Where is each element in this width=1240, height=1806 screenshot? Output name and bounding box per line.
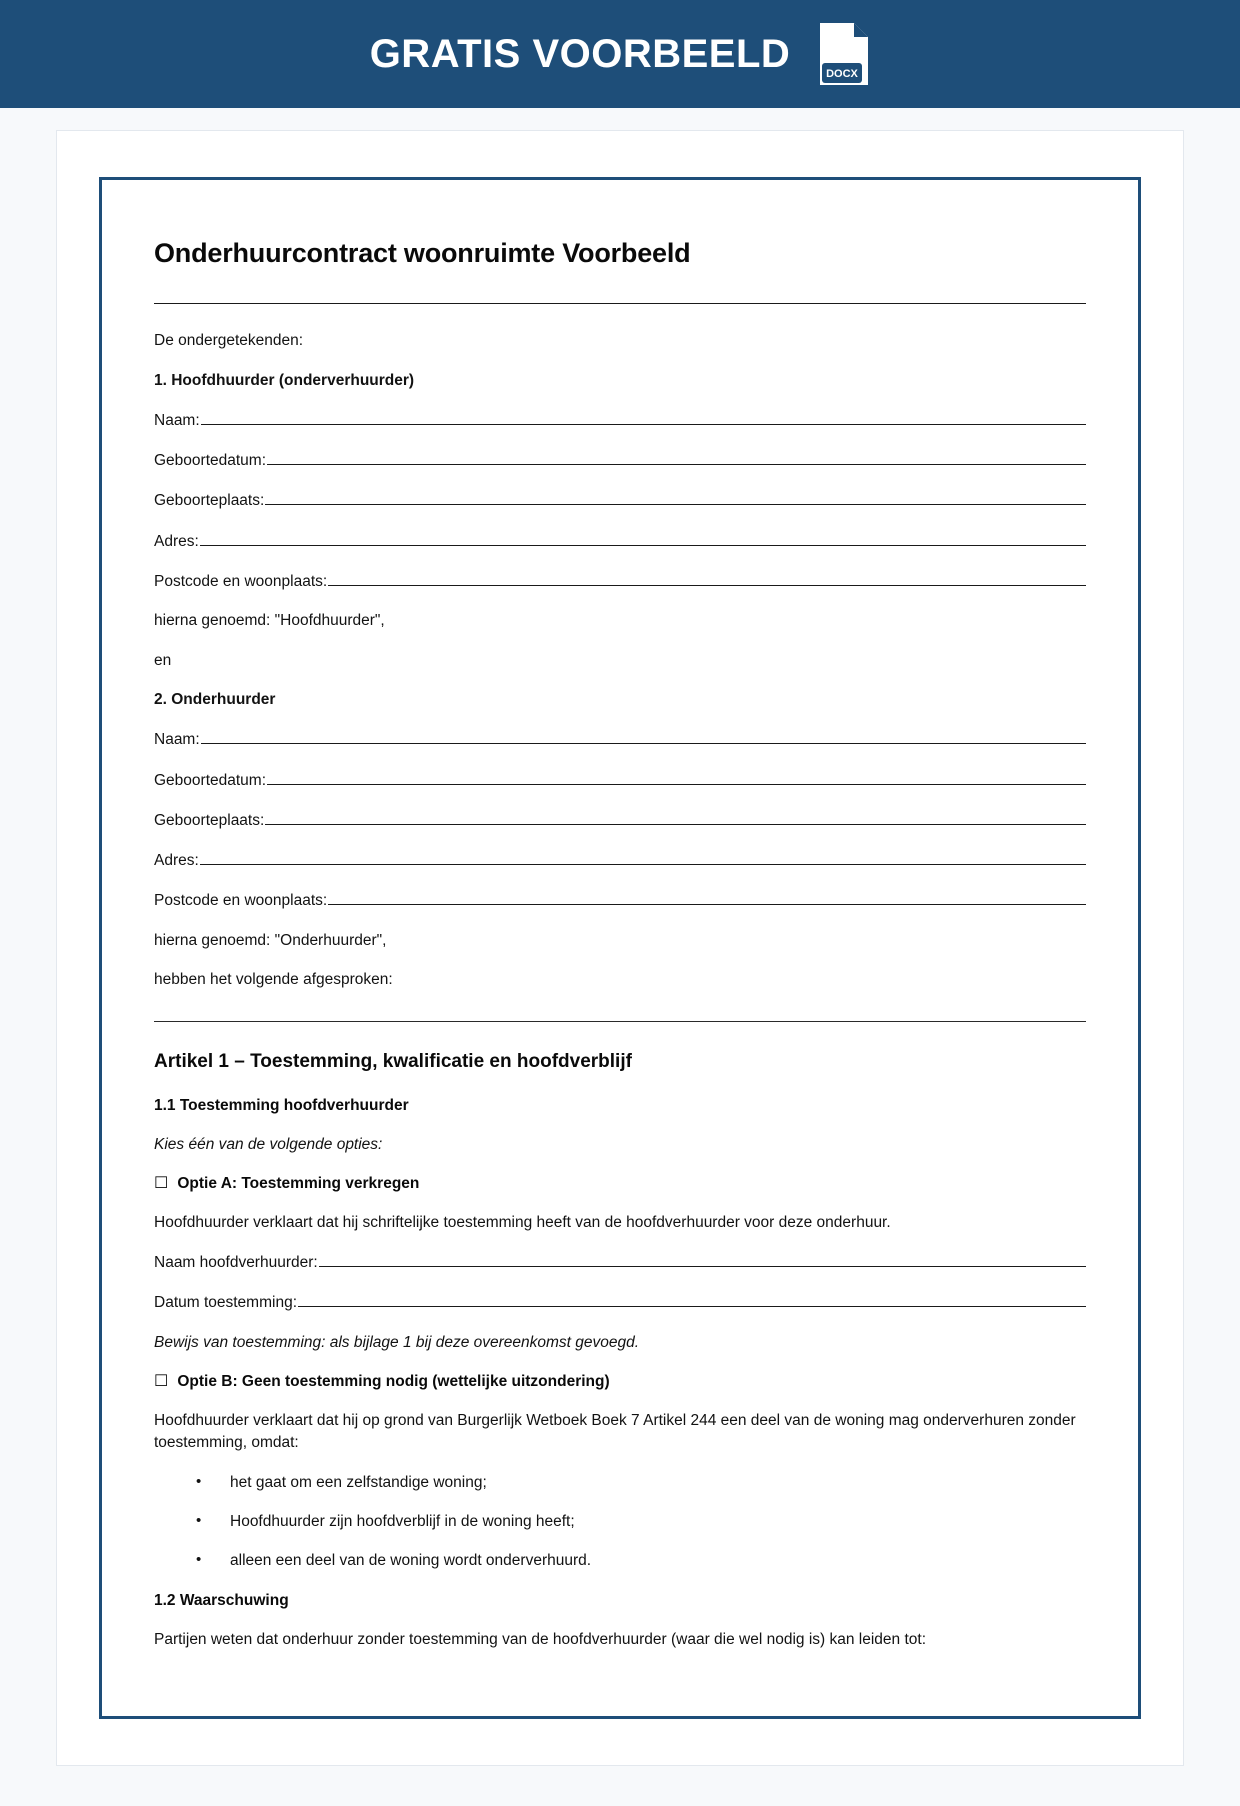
- party1-field-naam[interactable]: [154, 409, 1086, 432]
- article-divider: [154, 1021, 1086, 1022]
- field-blank-line[interactable]: [200, 849, 1086, 865]
- field-label: Adres:: [154, 532, 199, 550]
- field-label: Postcode en woonplaats:: [154, 892, 328, 910]
- party2-field-postcode-woonplaats[interactable]: [154, 889, 1086, 912]
- docx-icon-label: DOCX: [826, 68, 859, 80]
- section-1-2-heading: 1.2 Waarschuwing: [154, 1591, 289, 1609]
- party1-field-geboorteplaats[interactable]: [154, 490, 1086, 513]
- option-b-label: Optie B: Geen toestemming nodig (wettelijke uitzondering): [177, 1373, 610, 1391]
- party2-field-adres[interactable]: [154, 849, 1086, 872]
- party2-field-geboortedatum[interactable]: [154, 769, 1086, 792]
- field-blank-line[interactable]: [265, 809, 1086, 825]
- field-blank-line[interactable]: [298, 1291, 1086, 1307]
- party1-field-postcode-woonplaats[interactable]: [154, 570, 1086, 593]
- article1-heading: Artikel 1 – Toestemming, kwalificatie en hoofdverblijf: [154, 1051, 632, 1073]
- section-1-1-instruction: Kies één van de volgende opties:: [154, 1135, 383, 1153]
- field-label: Adres:: [154, 851, 199, 869]
- field-blank-line[interactable]: [328, 889, 1086, 905]
- option-a-field-datum-toestemming[interactable]: [154, 1291, 1086, 1314]
- option-a-label: Optie A: Toestemming verkregen: [177, 1175, 420, 1193]
- option-a-body: Hoofdhuurder verklaart dat hij schriftelijke toestemming heeft van de hoofdverhuurder voor deze onderhuur.: [154, 1213, 891, 1231]
- document-card: [56, 130, 1184, 1766]
- list-item: • het gaat om een zelfstandige woning;: [196, 1472, 1086, 1494]
- party1-alias-line: hierna genoemd: "Hoofdhuurder",: [154, 612, 385, 630]
- option-a-note: Bewijs van toestemming: als bijlage 1 bij deze overeenkomst gevoegd.: [154, 1333, 640, 1351]
- party1-field-geboortedatum[interactable]: [154, 449, 1086, 472]
- party2-field-geboorteplaats[interactable]: [154, 809, 1086, 832]
- document-frame: [99, 177, 1141, 1719]
- docx-file-icon: [818, 21, 870, 87]
- field-label: Geboorteplaats:: [154, 492, 265, 510]
- party2-heading: 2. Onderhuurder: [154, 691, 276, 709]
- field-blank-line[interactable]: [328, 570, 1086, 586]
- field-label: Geboortedatum:: [154, 452, 267, 470]
- section-1-2-body: Partijen weten dat onderhuur zonder toestemming van de hoofdverhuurder (waar die wel nodig is) kan leiden tot:: [154, 1630, 927, 1648]
- field-blank-line[interactable]: [319, 1251, 1086, 1267]
- option-b-row[interactable]: [154, 1371, 1086, 1393]
- field-label: Geboorteplaats:: [154, 811, 265, 829]
- field-label: Naam:: [154, 411, 200, 429]
- intro-lead: De ondergetekenden:: [154, 332, 304, 350]
- agreement-line: hebben het volgende afgesproken:: [154, 971, 393, 988]
- option-b-body: Hoofdhuurder verklaart dat hij op grond van Burgerlijk Wetboek Boek 7 Artikel 244 een deel van de woning mag onderverhuren zonder toestemming, omdat:: [154, 1411, 1076, 1452]
- field-blank-line[interactable]: [201, 729, 1086, 745]
- field-blank-line[interactable]: [267, 449, 1086, 465]
- field-label: Naam:: [154, 731, 200, 749]
- page-title: Onderhuurcontract woonruimte Voorbeeld: [154, 238, 691, 268]
- checkbox-icon[interactable]: ☐: [154, 1175, 169, 1193]
- option-a-row[interactable]: [154, 1173, 1086, 1195]
- list-item: • alleen een deel van de woning wordt onderverhuurd.: [196, 1550, 1086, 1572]
- party2-field-naam[interactable]: [154, 729, 1086, 752]
- list-item: • Hoofdhuurder zijn hoofdverblijf in de woning heeft;: [196, 1511, 1086, 1533]
- page-area: [0, 108, 1240, 1806]
- section-1-1-heading: 1.1 Toestemming hoofdverhuurder: [154, 1097, 409, 1115]
- party1-field-adres[interactable]: [154, 530, 1086, 553]
- field-label: Datum toestemming:: [154, 1294, 297, 1312]
- party1-heading: 1. Hoofdhuurder (onderverhuurder): [154, 371, 415, 389]
- field-label: Geboortedatum:: [154, 771, 267, 789]
- party2-alias-line: hierna genoemd: "Onderhuurder",: [154, 931, 387, 949]
- field-blank-line[interactable]: [267, 769, 1086, 785]
- page-banner: [0, 0, 1240, 108]
- title-divider: [154, 303, 1086, 304]
- option-a-field-naam-hoofdverhuurder[interactable]: [154, 1251, 1086, 1274]
- option-b-conditions-list: [154, 1472, 1086, 1573]
- party-connector: en: [154, 651, 172, 669]
- field-blank-line[interactable]: [265, 490, 1086, 506]
- checkbox-icon[interactable]: ☐: [154, 1373, 169, 1391]
- field-blank-line[interactable]: [201, 409, 1086, 425]
- field-blank-line[interactable]: [200, 530, 1086, 546]
- field-label: Postcode en woonplaats:: [154, 572, 328, 590]
- field-label: Naam hoofdverhuurder:: [154, 1253, 318, 1271]
- banner-title: GRATIS VOORBEELD: [369, 32, 791, 76]
